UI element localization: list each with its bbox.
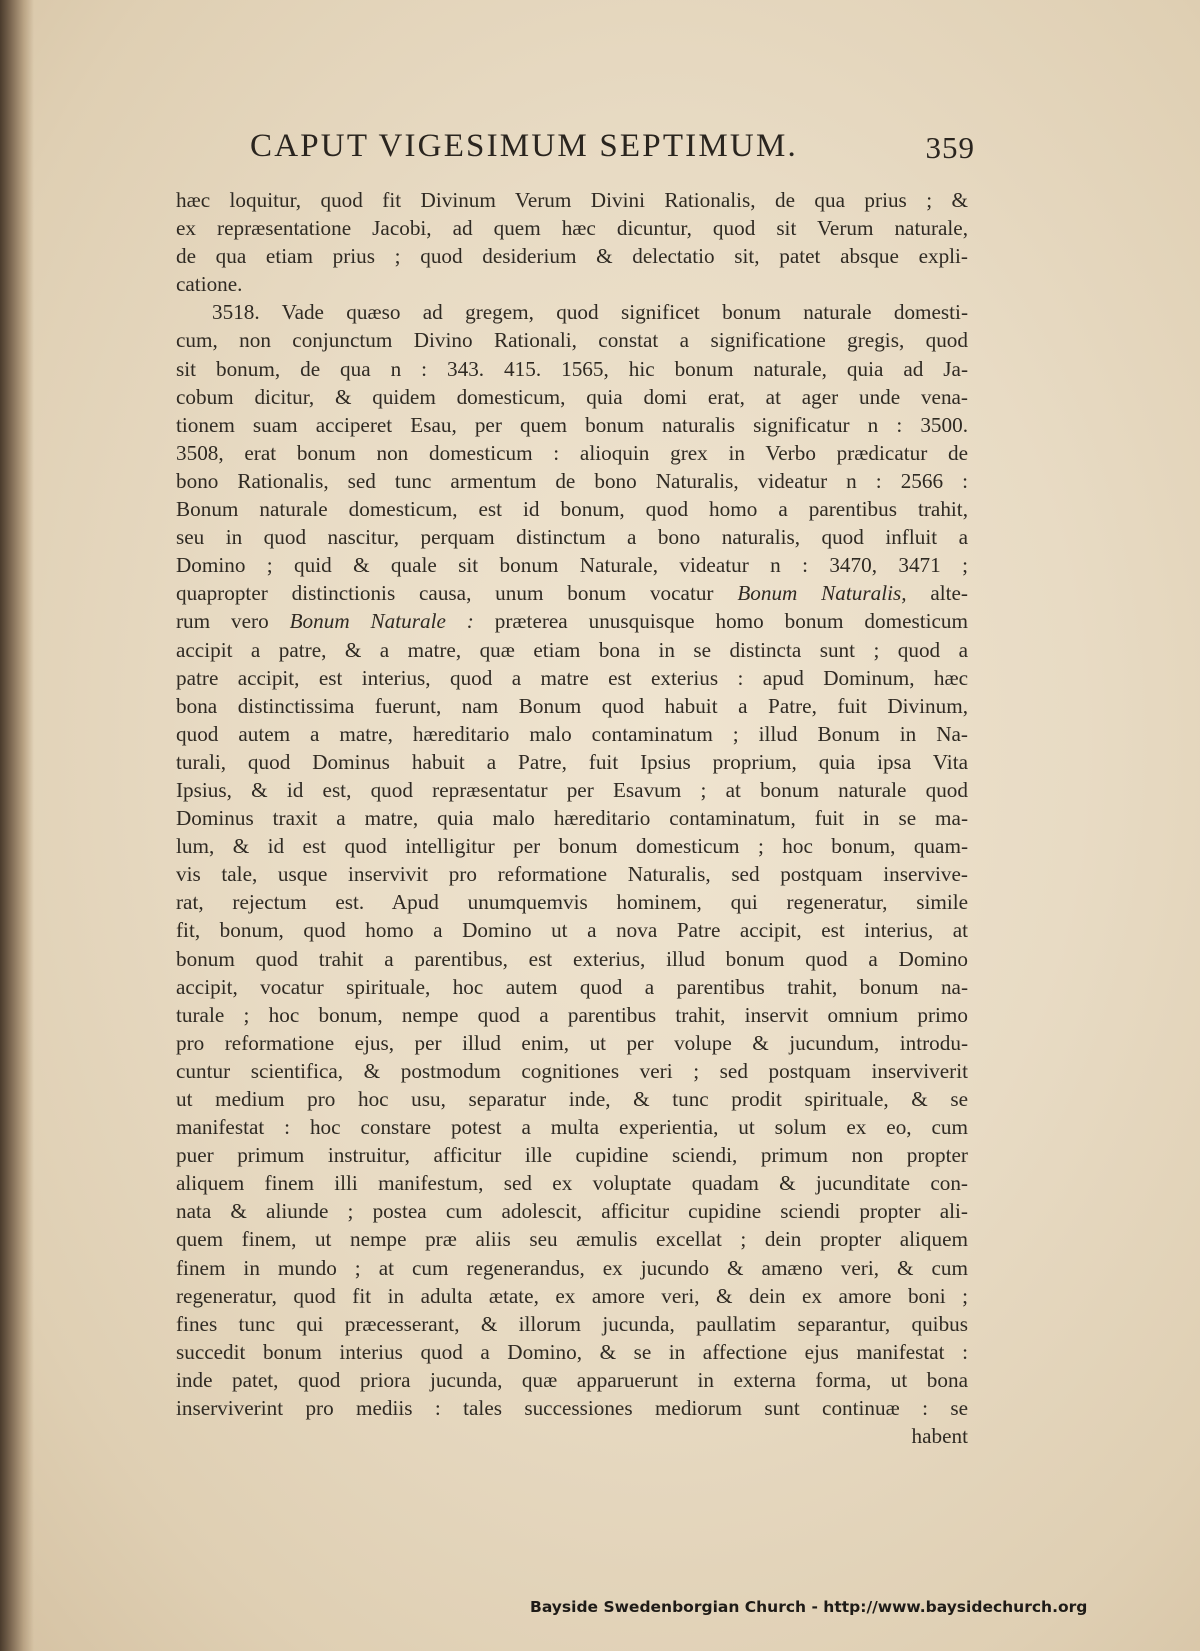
text-line [176, 298, 968, 326]
text-segment: patre accipit, est interius, quod a matre est exterius : apud Dominum, hæc [176, 665, 968, 690]
text-line [176, 214, 968, 242]
text-line [176, 748, 968, 776]
text-segment: hæc loquitur, quod fit Divinum Verum Divini Rationalis, de qua prius ; & [176, 188, 968, 212]
book-spine-shadow [0, 0, 34, 1651]
text-line [176, 467, 968, 495]
text-segment: turale ; hoc bonum, nempe quod a parentibus trahit, inservit omnium primo [176, 1002, 968, 1027]
text-segment: inserviverint pro mediis : tales successiones mediorum sunt continuæ : se [176, 1396, 968, 1421]
text-line [176, 804, 968, 832]
text-segment: cobum dicitur, & quidem domesticum, quia domi erat, at ager unde vena- [176, 384, 968, 409]
text-line [176, 1001, 968, 1029]
text-segment: bona distinctissima fuerunt, nam Bonum quod habuit a Patre, fuit Divinum, [176, 693, 968, 718]
text-line [176, 383, 968, 411]
text-segment: ut medium pro hoc usu, separatur inde, & tunc prodit spirituale, & se [176, 1087, 968, 1111]
text-segment: regeneratur, quod fit in adulta ætate, ex amore veri, & dein ex amore boni ; [176, 1283, 968, 1308]
text-line [176, 1057, 968, 1085]
text-segment: accipit, vocatur spirituale, hoc autem quod a parentibus trahit, bonum na- [176, 974, 968, 999]
text-line [176, 832, 968, 860]
text-line [176, 242, 968, 270]
text-line [176, 1366, 968, 1394]
text-segment: rat, rejectum est. Apud unumquemvis hominem, qui regeneratur, simile [176, 890, 968, 915]
text-line [176, 1225, 968, 1253]
text-segment: puer primum instruitur, afficitur ille cupidine sciendi, primum non propter [176, 1143, 968, 1168]
text-line [176, 664, 968, 692]
text-segment: fit, bonum, quod homo a Domino ut a nova Patre accipit, est interius, at [176, 918, 968, 943]
text-line [176, 1254, 968, 1282]
text-segment: 3518. Vade quæso ad gregem, quod significet bonum naturale domesti- [212, 300, 968, 325]
text-segment: 3508, erat bonum non domesticum : alioquin grex in Verbo prædicatur de [176, 440, 968, 465]
text-line [176, 439, 968, 467]
text-segment: quapropter distinctionis causa, unum bonum vocatur [176, 581, 738, 606]
text-segment: fines tunc qui præcesserant, & illorum jucunda, paullatim separantur, quibus [176, 1311, 968, 1336]
text-segment: quem finem, ut nempe præ aliis seu æmulis excellat ; dein propter aliquem [176, 1227, 968, 1252]
text-line [176, 916, 968, 944]
italic-phrase: Bonum Naturalis, [737, 581, 907, 606]
text-segment: bono Rationalis, sed tunc armentum de bono Naturalis, videatur n : 2566 : [176, 468, 968, 493]
text-segment: Domino ; quid & quale sit bonum Naturale, videatur n : 3470, 3471 ; [176, 553, 968, 578]
text-segment: sit bonum, de qua n : 343. 415. 1565, hic bonum naturale, quia ad Ja- [176, 356, 968, 381]
text-line [176, 523, 968, 551]
text-segment: pro reformatione ejus, per illud enim, ut per volupe & jucundum, introdu- [176, 1030, 968, 1055]
text-segment: aliquem finem illi manifestum, sed ex voluptate quadam & jucunditate con- [176, 1171, 968, 1196]
text-segment: rum vero [176, 609, 290, 634]
text-line [176, 270, 968, 298]
text-segment: ex repræsentatione Jacobi, ad quem hæc dicuntur, quod sit Verum naturale, [176, 216, 968, 241]
text-segment: seu in quod nascitur, perquam distinctum a bono naturalis, quod influit a [176, 525, 968, 550]
text-segment: Dominus traxit a matre, quia malo hæreditario contaminatum, fuit in se ma- [176, 806, 968, 831]
body-text [176, 186, 968, 1450]
text-line [176, 355, 968, 383]
text-line [176, 973, 968, 1001]
text-line [176, 1282, 968, 1310]
text-line [176, 1422, 968, 1450]
text-segment: turali, quod Dominus habuit a Patre, fuit Ipsius proprium, quia ipsa Vita [176, 749, 968, 774]
text-segment: nata & aliunde ; postea cum adolescit, afficitur cupidine sciendi propter ali- [176, 1199, 968, 1224]
text-line [176, 1029, 968, 1057]
text-line [176, 945, 968, 973]
text-segment: manifestat : hoc constare potest a multa experientia, ut solum ex eo, cum [176, 1115, 968, 1140]
text-segment: cum, non conjunctum Divino Rationali, constat a significatione gregis, quod [176, 328, 968, 353]
text-line [176, 888, 968, 916]
footer-attribution: Bayside Swedenborgian Church - http://www.baysidechurch.org [530, 1598, 1088, 1616]
text-segment: alte- [906, 581, 968, 606]
text-line [176, 579, 968, 607]
page-number: 359 [925, 130, 975, 165]
text-segment: præterea unusquisque homo bonum domesticum [473, 609, 968, 634]
text-line [176, 186, 968, 214]
text-segment: quod autem a matre, hæreditario malo contaminatum ; illud Bonum in Na- [176, 721, 968, 746]
text-segment: vis tale, usque inservivit pro reformatione Naturalis, sed postquam inservive- [176, 862, 968, 887]
text-line [176, 551, 968, 579]
text-segment: accipit a patre, & a matre, quæ etiam bona in se distincta sunt ; quod a [176, 637, 968, 662]
page-header [250, 128, 975, 178]
italic-phrase: Bonum Naturale : [289, 609, 474, 634]
running-title: CAPUT VIGESIMUM SEPTIMUM. [250, 128, 798, 164]
text-line [176, 776, 968, 804]
text-line [176, 1197, 968, 1225]
text-line [176, 1169, 968, 1197]
text-segment: Ipsius, & id est, quod repræsentatur per Esavum ; at bonum naturale quod [176, 777, 968, 802]
text-segment: de qua etiam prius ; quod desiderium & delectatio sit, patet absque expli- [176, 244, 968, 269]
text-segment: cuntur scientifica, & postmodum cognitiones veri ; sed postquam inserviverit [176, 1058, 968, 1083]
text-line [176, 860, 968, 888]
text-segment: lum, & id est quod intelligitur per bonum domesticum ; hoc bonum, quam- [176, 834, 968, 859]
text-segment: finem in mundo ; at cum regenerandus, ex jucundo & amæno veri, & cum [176, 1255, 968, 1280]
text-segment: bonum quod trahit a parentibus, est exterius, illud bonum quod a Domino [176, 946, 968, 971]
text-segment: tionem suam acciperet Esau, per quem bonum naturalis significatur n : 3500. [176, 412, 968, 437]
text-segment: inde patet, quod priora jucunda, quæ apparuerunt in externa forma, ut bona [176, 1367, 968, 1392]
text-line [176, 692, 968, 720]
text-line [176, 720, 968, 748]
text-line [176, 636, 968, 664]
text-line [176, 1141, 968, 1169]
text-line [176, 326, 968, 354]
text-segment: catione. [176, 272, 243, 297]
text-line [176, 1338, 968, 1366]
text-segment: succedit bonum interius quod a Domino, & se in affectione ejus manifestat : [176, 1339, 968, 1364]
text-line [176, 1113, 968, 1141]
text-segment: Bonum naturale domesticum, est id bonum, quod homo a parentibus trahit, [176, 497, 968, 522]
text-line [176, 411, 968, 439]
text-line [176, 1310, 968, 1338]
text-line [176, 1394, 968, 1422]
text-line [176, 495, 968, 523]
text-segment: habent [911, 1424, 968, 1449]
text-line [176, 607, 968, 635]
text-line [176, 1085, 968, 1113]
